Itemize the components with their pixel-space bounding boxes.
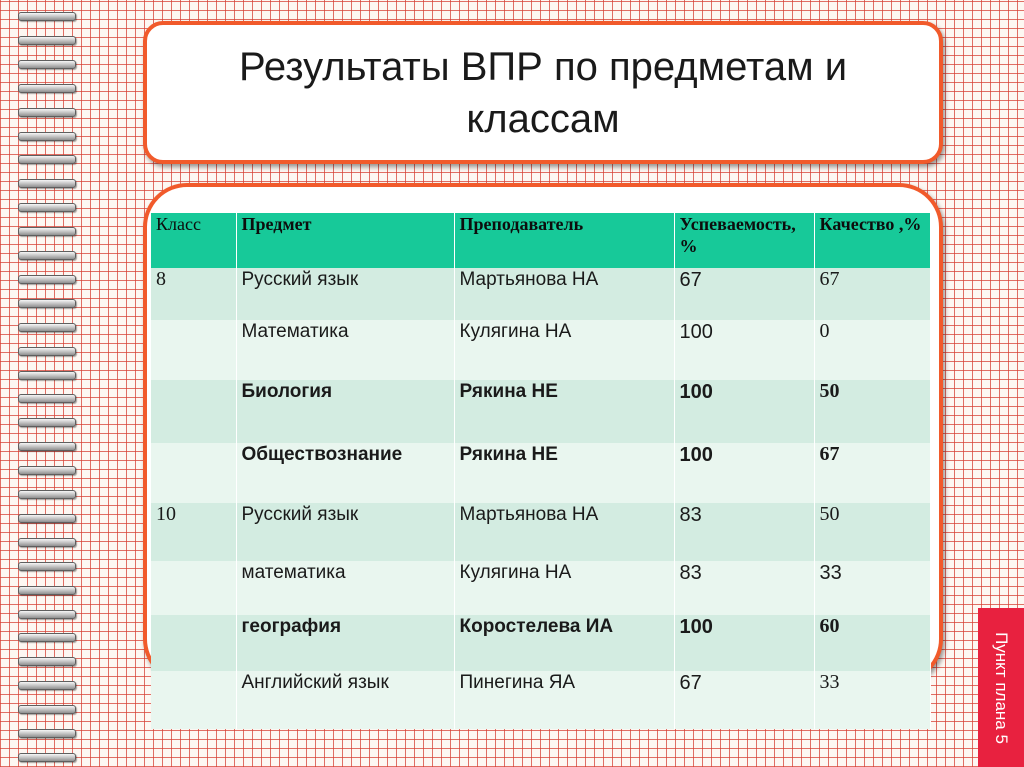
- spiral-ring-icon: [18, 84, 76, 93]
- subject-cell: Биология: [236, 380, 454, 443]
- spiral-ring-icon: [18, 418, 76, 427]
- header-class: Класс: [151, 213, 236, 268]
- table-row: [151, 671, 930, 729]
- subject-text: Обществознание: [241, 444, 403, 465]
- spiral-ring-icon: [18, 538, 76, 547]
- success-cell: 83: [674, 561, 814, 615]
- plan-item-tab[interactable]: [978, 608, 1024, 767]
- spiral-ring-icon: [18, 514, 76, 523]
- spiral-ring-icon: [18, 586, 76, 595]
- class-cell: [151, 671, 236, 729]
- plan-item-label: Пункт плана 5: [992, 631, 1012, 744]
- spiral-ring-icon: [18, 371, 76, 380]
- header-teacher: Преподаватель: [454, 213, 674, 268]
- notebook-spiral-icon: [18, 0, 76, 767]
- spiral-ring-icon: [18, 299, 76, 308]
- success-cell: 83: [674, 503, 814, 561]
- spiral-ring-icon: [18, 108, 76, 117]
- class-cell: [151, 380, 236, 443]
- title-box: [143, 21, 943, 164]
- quality-cell: 50: [814, 503, 930, 561]
- quality-cell: 50: [814, 380, 930, 443]
- spiral-ring-icon: [18, 657, 76, 666]
- subject-cell: Русский язык: [236, 503, 454, 561]
- header-subject: Предмет: [236, 213, 454, 268]
- table-row: [151, 443, 930, 503]
- spiral-ring-icon: [18, 490, 76, 499]
- spiral-ring-icon: [18, 155, 76, 164]
- header-quality: Качество ,%: [814, 213, 930, 268]
- subject-cell: [236, 443, 454, 503]
- teacher-cell: Кулягина НА: [454, 320, 674, 380]
- spiral-ring-icon: [18, 466, 76, 475]
- spiral-ring-icon: [18, 227, 76, 236]
- quality-cell: 67: [814, 268, 930, 320]
- results-table: [151, 213, 931, 729]
- table-row: [151, 503, 930, 561]
- class-cell: [151, 443, 236, 503]
- page-title: Результаты ВПР по предметам и классам: [238, 44, 848, 141]
- spiral-ring-icon: [18, 705, 76, 714]
- quality-cell: 67: [814, 443, 930, 503]
- spiral-ring-icon: [18, 729, 76, 738]
- spiral-ring-icon: [18, 681, 76, 690]
- table-row: [151, 320, 930, 380]
- spiral-ring-icon: [18, 633, 76, 642]
- spiral-ring-icon: [18, 610, 76, 619]
- subject-cell: география: [236, 615, 454, 671]
- spiral-ring-icon: [18, 132, 76, 141]
- header-success: Успеваемость, %: [674, 213, 814, 268]
- success-cell: 100: [674, 380, 814, 443]
- teacher-cell: Рякина НЕ: [454, 443, 674, 503]
- spiral-ring-icon: [18, 60, 76, 69]
- class-cell: [151, 320, 236, 380]
- table-header-row: [151, 213, 930, 268]
- class-cell: [151, 615, 236, 671]
- class-8-cell: 8: [151, 268, 236, 320]
- quality-cell: 60: [814, 615, 930, 671]
- teacher-cell: Рякина НЕ: [454, 380, 674, 443]
- table-row: [151, 380, 930, 443]
- class-10-cell: 10: [151, 503, 236, 561]
- spiral-ring-icon: [18, 562, 76, 571]
- spiral-ring-icon: [18, 275, 76, 284]
- teacher-cell: Мартьянова НА: [454, 503, 674, 561]
- table-row: [151, 268, 930, 320]
- spiral-ring-icon: [18, 753, 76, 762]
- subject-cell: математика: [236, 561, 454, 615]
- teacher-cell: Мартьянова НА: [454, 268, 674, 320]
- subject-cell: Русский язык: [236, 268, 454, 320]
- class-cell: [151, 561, 236, 615]
- success-cell: 100: [674, 320, 814, 380]
- quality-cell: 0: [814, 320, 930, 380]
- quality-cell: 33: [814, 561, 930, 615]
- spiral-ring-icon: [18, 251, 76, 260]
- success-cell: 67: [674, 268, 814, 320]
- table-row: [151, 615, 930, 671]
- quality-cell: 33: [814, 671, 930, 729]
- teacher-cell: Пинегина ЯА: [454, 671, 674, 729]
- spiral-ring-icon: [18, 179, 76, 188]
- subject-cell: Математика: [236, 320, 454, 380]
- spiral-ring-icon: [18, 442, 76, 451]
- spiral-ring-icon: [18, 36, 76, 45]
- success-cell: 100: [674, 443, 814, 503]
- spiral-ring-icon: [18, 323, 76, 332]
- spiral-ring-icon: [18, 203, 76, 212]
- subject-cell: Английский язык: [236, 671, 454, 729]
- success-cell: 100: [674, 615, 814, 671]
- spiral-ring-icon: [18, 347, 76, 356]
- table-row: [151, 561, 930, 615]
- teacher-cell: Кулягина НА: [454, 561, 674, 615]
- success-cell: 67: [674, 671, 814, 729]
- spiral-ring-icon: [18, 12, 76, 21]
- teacher-cell: Коростелева ИА: [454, 615, 674, 671]
- spiral-ring-icon: [18, 394, 76, 403]
